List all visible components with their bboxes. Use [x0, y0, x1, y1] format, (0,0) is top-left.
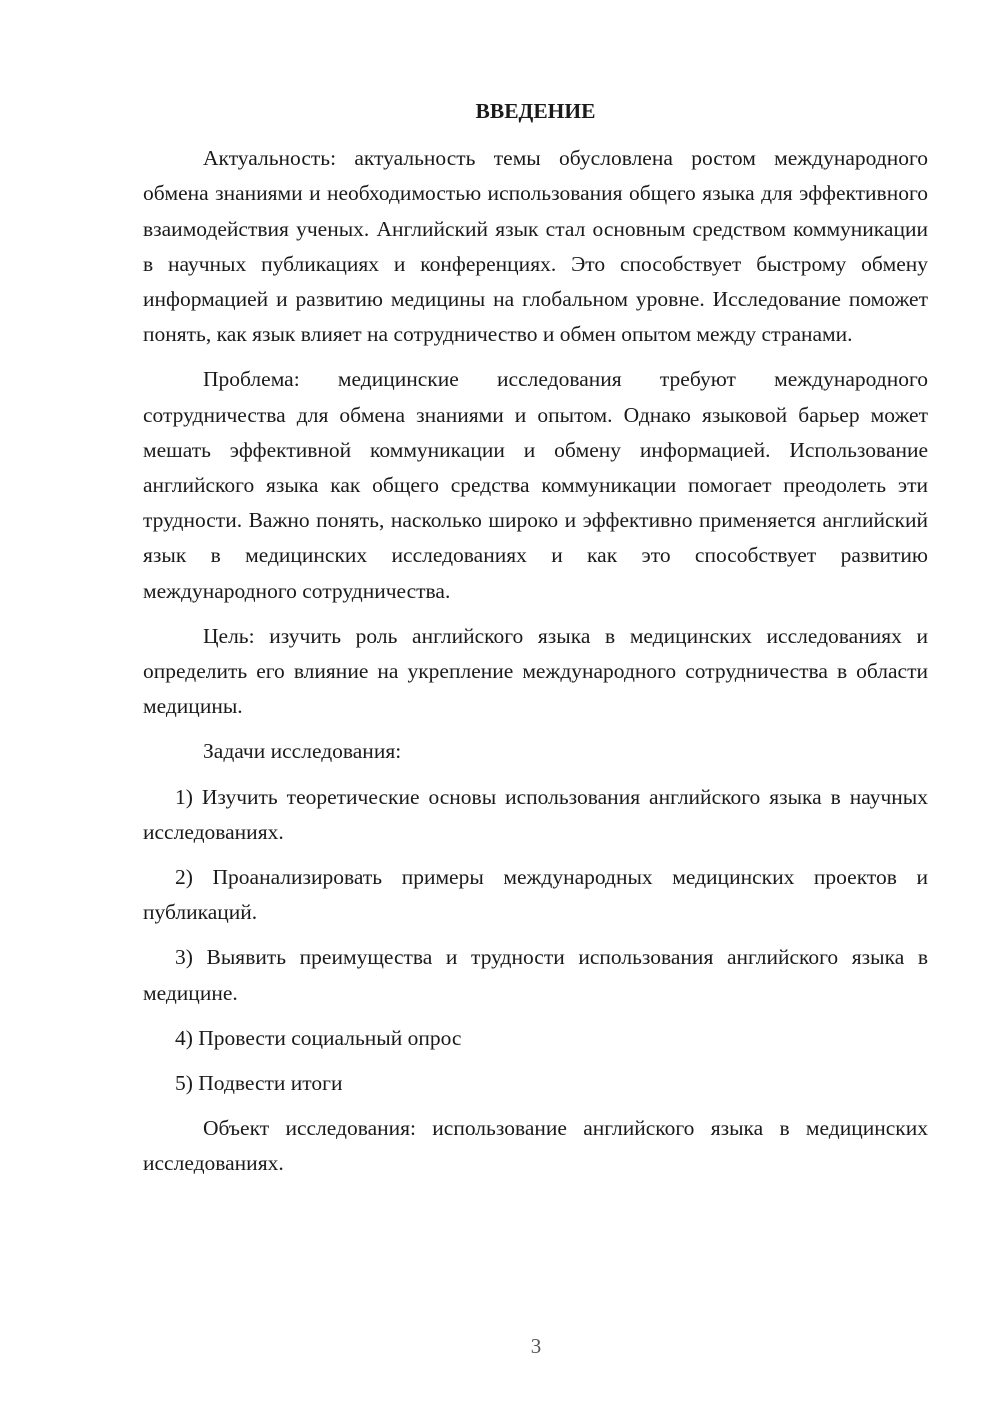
paragraph-relevance: Актуальность: актуальность темы обусловлена ростом международного обмена знаниями и необходимостью использования общего языка для эффективного взаимодействия ученых. Английский язык стал основным средством коммуникации в научных публикациях и конференциях. Это способствует быстрому обмену информацией и развитию медицины на глобальном уровне. Исследование поможет понять, как язык влияет на сотрудничество и обмен опытом между странами. [143, 146, 928, 347]
section-title: ВВЕДЕНИЕ [475, 99, 596, 123]
document-page [143, 94, 928, 1192]
task-item-5: 5) Подвести итоги [175, 1071, 343, 1096]
paragraph-goal: Цель: изучить роль английского языка в медицинских исследованиях и определить его влияние на укрепление международного сотрудничества в области медицины. [143, 623, 928, 719]
task-item-4: 4) Провести социальный опрос [175, 1025, 462, 1050]
task-item-1: 1) Изучить теоретические основы использования английского языка в научных исследованиях. [143, 784, 928, 844]
tasks-heading: Задачи исследования: [203, 739, 402, 764]
task-item-2: 2) Проанализировать примеры международных медицинских проектов и публикаций. [143, 865, 928, 925]
task-item-3: 3) Выявить преимущества и трудности использования английского языка в медицине. [143, 945, 928, 1005]
page-number: 3 [530, 1334, 542, 1358]
paragraph-problem: Проблема: медицинские исследования требуют международного сотрудничества для обмена знаниями и опытом. Однако языковой барьер может мешать эффективной коммуникации и обмену информацией. Использование английского языка как общего средства коммуникации помогает преодолеть эти трудности. Важно понять, насколько широко и эффективно применяется английский язык в медицинских исследованиях и как это способствует развитию международного сотрудничества. [143, 367, 928, 603]
paragraph-object: Объект исследования: использование английского языка в медицинских исследованиях. [143, 1116, 928, 1176]
